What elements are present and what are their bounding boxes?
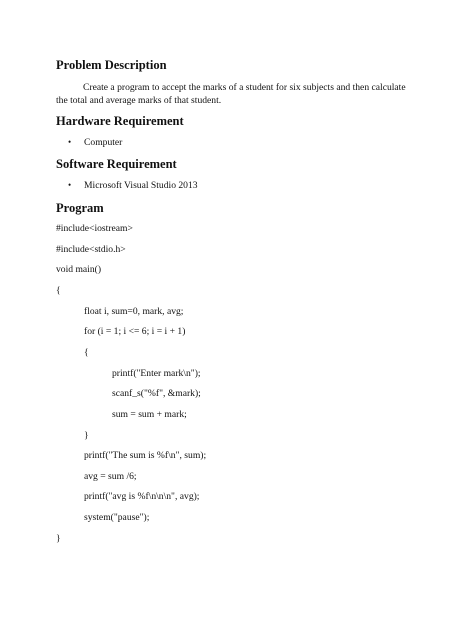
software-item-label: Microsoft Visual Studio 2013 <box>84 180 198 191</box>
code-line: void main() <box>56 264 102 275</box>
problem-description-heading: Problem Description <box>56 58 167 72</box>
code-line: system("pause"); <box>84 512 150 523</box>
code-line: sum = sum + mark; <box>112 409 187 420</box>
bullet-icon: • <box>68 137 72 147</box>
code-line: } <box>56 533 61 544</box>
code-line: } <box>84 430 89 441</box>
program-heading: Program <box>56 201 104 215</box>
code-line: for (i = 1; i <= 6; i = i + 1) <box>84 326 186 337</box>
hardware-item-label: Computer <box>84 137 123 148</box>
code-line: #include<stdio.h> <box>56 244 126 255</box>
code-line: printf("The sum is %f\n", sum); <box>84 450 207 461</box>
code-line: printf("Enter mark\n"); <box>112 368 201 379</box>
problem-description-text: Create a program to accept the marks of a student for six subjects and then calculate the total and average marks of that student. <box>56 82 406 106</box>
code-line: #include<iostream> <box>56 223 133 234</box>
code-line: { <box>84 347 89 358</box>
code-line: { <box>56 285 61 296</box>
code-line: avg = sum /6; <box>84 471 137 482</box>
code-line: scanf_s("%f", &mark); <box>112 388 201 399</box>
software-requirement-heading: Software Requirement <box>56 157 177 171</box>
code-line: printf("avg is %f\n\n\n", avg); <box>84 491 200 502</box>
hardware-requirement-heading: Hardware Requirement <box>56 114 184 128</box>
bullet-icon: • <box>68 180 72 190</box>
code-line: float i, sum=0, mark, avg; <box>84 306 184 317</box>
